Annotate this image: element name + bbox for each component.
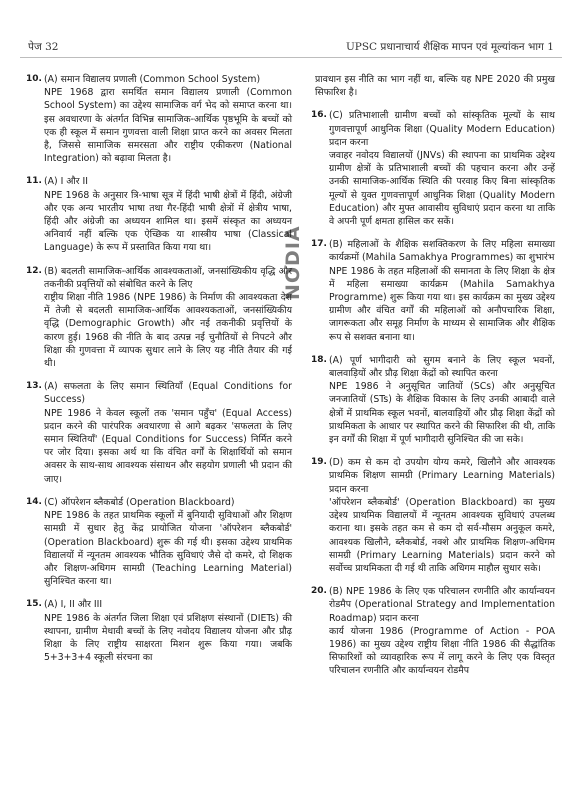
answer-explanation: NPE 1986 के तहत प्राथमिक स्कूलों में बुनियादी सुविधाओं और शिक्षण सामग्री में सुधार हेतु केंद्र प्रायोजित योजना 'ऑपरेशन ब्लैकबोर्ड' (Operation Blackboard) शुरू की गई थी। इसका उद्देश्य प्राथमिक विद्यालयों में न्यूनतम आवश्यक भौतिक सुविधाएं जैसे दो कमरे, दो शिक्षक और शिक्षण-अधिगम सामग्री (Teaching Learning Material) सुनिश्चित करना था। (44, 510, 292, 588)
answer-item (26, 265, 292, 371)
answer-explanation: कार्य योजना 1986 (Programme of Action - POA 1986) का मुख्य उद्देश्य राष्ट्रीय शिक्षा नीति 1986 की सैद्धांतिक सिफारिशों को व्यावहारिक रूप में लागू करने के लिए एक विस्तृत परिचालन रणनीति और कार्यान्वयन रोडमैप (329, 625, 555, 677)
answer-explanation: NPE 1986 ने अनुसूचित जातियों (SCs) और अनुसूचित जनजातियों (STs) के शैक्षिक विकास के लिए उनकी आबादी वाले क्षेत्रों में प्राथमिक स्कूल भवनों, बालवाड़ियों और प्रौढ़ शिक्षा केंद्रों को प्राथमिकता के आधार पर स्थापित करने की सिफारिश की थी, ताकि इन वर्गों की शिक्षा में पूर्ण भागीदारी सुनिश्चित की जा सके। (329, 381, 555, 446)
answer-option: (B) बदलती सामाजिक-आर्थिक आवश्यकताओं, जनसांख्यिकीय वृद्धि और तकनीकी प्रवृत्तियों को संबोधित करने के लिए (44, 265, 292, 290)
answer-item (311, 354, 555, 446)
answer-item (26, 73, 292, 165)
question-number: 12. (26, 265, 42, 276)
answer-explanation: NPE 1986 के अंतर्गत जिला शिक्षा एवं प्रशिक्षण संस्थानों (DIETs) की स्थापना, ग्रामीण मेधावी बच्चों के लिए नवोदय विद्यालय योजना और प्रौढ़ शिक्षा के लिए राष्ट्रीय साक्षरता मिशन शुरू किया गया। जबकि 5+3+3+4 स्कूली संरचना का (44, 612, 292, 664)
question-number: 14. (26, 496, 42, 507)
answer-option: (A) समान विद्यालय प्रणाली (Common School System) (44, 74, 261, 85)
question-number: 10. (26, 74, 42, 84)
answer-explanation: NPE 1968 के अनुसार त्रि-भाषा सूत्र में हिंदी भाषी क्षेत्रों में हिंदी, अंग्रेजी और एक अन्य भारतीय भाषा तथा गैर-हिंदी भाषी क्षेत्रों में क्षेत्रीय भाषा, हिंदी और अंग्रेजी का अध्ययन शामिल था। इसमें संस्कृत का अध्ययन अनिवार्य नहीं बल्कि एक ऐच्छिक या शास्त्रीय भाषा (Classical Language) के रूप में प्रस्तावित किया गया था। (44, 189, 292, 254)
right-column (311, 73, 555, 688)
answer-item (311, 238, 555, 344)
question-number: 15. (26, 599, 42, 610)
page-header (20, 38, 562, 58)
nodia-watermark: NODIA (282, 225, 304, 300)
answer-item (311, 585, 555, 677)
answer-option: (A) पूर्ण भागीदारी को सुगम बनाने के लिए स्कूल भवनों, बालवाड़ियों और प्रौढ़ शिक्षा केंद्रों को स्थापित करना (329, 354, 555, 380)
answer-item (26, 496, 292, 588)
answer-item (311, 456, 555, 575)
question-number: 20. (311, 586, 327, 597)
answer-option: (D) कम से कम दो उपयोग योग्य कमरे, खिलौने और आवश्यक प्राथमिक शिक्षण सामग्री (Primary Learning Materials) प्रदान करना (329, 457, 555, 495)
answer-option: (C) ऑपरेशन ब्लैकबोर्ड (Operation Blackboard) (44, 496, 235, 508)
answer-item (26, 598, 292, 664)
book-title: UPSC प्रधानाचार्य शैक्षिक मापन एवं मूल्यांकन भाग 1 (345, 41, 554, 53)
question-number: 11. (26, 176, 42, 187)
page-number-label: पेज 32 (28, 41, 59, 53)
question-number: 16. (311, 110, 327, 121)
answer-explanation: NPE 1968 द्वारा समर्थित समान विद्यालय प्रणाली (Common School System) का उद्देश्य सामाजिक वर्ग भेद को समाप्त करना था। इस अवधारणा के अंतर्गत विभिन्न सामाजिक-आर्थिक पृष्ठभूमि के बच्चों को एक ही स्कूल में समान गुणवत्ता वाली शिक्षा प्राप्त करने का अवसर मिलता है, जिससे सामाजिक समरसता और राष्ट्रीय एकीकरण (National Integration) को बढ़ावा मिलता है। (44, 87, 292, 165)
answer-explanation: NPE 1986 के तहत महिलाओं की समानता के लिए शिक्षा के क्षेत्र में महिला समाख्या कार्यक्रम (Mahila Samakhya Programme) शुरू किया गया था। इस कार्यक्रम का मुख्य उद्देश्य ग्रामीण और वंचित वर्गों की महिलाओं को अनौपचारिक शिक्षा, जागरूकता और समूह निर्माण के माध्यम से सामाजिक और शैक्षिक रूप से सशक्त बनाना था। (329, 265, 555, 343)
question-number: 19. (311, 457, 327, 468)
answer-option: (A) I, II और III (44, 599, 103, 611)
question-number: 17. (311, 239, 327, 250)
answer-explanation: राष्ट्रीय शिक्षा नीति 1986 (NPE 1986) के निर्माण की आवश्यकता देश में तेजी से बदलती सामाजिक-आर्थिक आवश्यकताओं, जनसांख्यिकीय वृद्धि (Demographic Growth) और नई तकनीकी प्रवृत्तियों के कारण हुई। 1968 की नीति के बाद उत्पन्न नई चुनौतियों से निपटने और शिक्षा की गुणवत्ता में व्यापक सुधार लाने के लिए यह नीति तैयार की गई थी। (44, 292, 292, 370)
answer-option: (A) सफलता के लिए समान स्थितियाँ (Equal Conditions for Success) (44, 381, 292, 406)
answer-item (26, 175, 292, 254)
answer-explanation: जवाहर नवोदय विद्यालयों (JNVs) की स्थापना का प्राथमिक उद्देश्य ग्रामीण क्षेत्रों के प्रतिभाशाली बच्चों की पहचान करना और उन्हें उनकी सामाजिक-आर्थिक स्थिति की परवाह किए बिना सांस्कृतिक मूल्यों से युक्त गुणवत्तापूर्ण आधुनिक शिक्षा (Quality Modern Education) और मुफ्त आवासीय सुविधाएं प्रदान करना था ताकि वे अपनी पूर्ण क्षमता हासिल कर सकें। (329, 150, 555, 228)
left-column (26, 73, 292, 674)
answer-item (311, 109, 555, 228)
answer-option: (C) प्रतिभाशाली ग्रामीण बच्चों को सांस्कृतिक मूल्यों के साथ गुणवत्तापूर्ण आधुनिक शिक्षा (Quality Modern Education) प्रदान करना (329, 110, 555, 148)
header-divider (20, 57, 562, 58)
answer-option: (B) महिलाओं के शैक्षिक सशक्तिकरण के लिए महिला समाख्या कार्यक्रमों (Mahila Samakhya Programmes) का शुभारंभ (329, 239, 555, 264)
answer-item (26, 380, 292, 486)
question-number: 18. (311, 354, 327, 365)
answer-option: (A) I और II (44, 176, 89, 188)
answer-explanation: NPE 1986 ने केवल स्कूलों तक 'समान पहुँच' (Equal Access) प्रदान करने की पारंपरिक अवधारणा से आगे बढ़कर 'सफलता के लिए समान स्थितियाँ' (Equal Conditions for Success) निर्मित करने पर जोर दिया। इसका अर्थ था कि वंचित वर्गों के शिक्षार्थियों को समान अवसर के साथ-साथ आवश्यक संसाधन और सहयोग प्रणाली भी प्रदान की जाए। (44, 407, 292, 485)
answer-explanation: 'ऑपरेशन ब्लैकबोर्ड' (Operation Blackboard) का मुख्य उद्देश्य प्राथमिक विद्यालयों में न्यूनतम आवश्यक सुविधाएं उपलब्ध कराना था। इसके तहत कम से कम दो सर्व-मौसम अनुकूल कमरे, आवश्यक खिलौने, ब्लैकबोर्ड, नक्शे और प्राथमिक शिक्षण-अधिगम सामग्री (Primary Learning Materials) प्रदान करने को सर्वोच्च प्राथमिकता दी गई थी ताकि अधिगम माहौल सुधार सके। (329, 496, 555, 574)
continued-text: प्रावधान इस नीति का भाग नहीं था, बल्कि यह NPE 2020 की प्रमुख सिफारिश है। (315, 74, 555, 99)
question-number: 13. (26, 381, 42, 392)
answer-option: (B) NPE 1986 के लिए एक परिचालन रणनीति और कार्यान्वयन रोडमैप (Operational Strategy and Implementation Roadmap) प्रदान करना (329, 586, 555, 624)
